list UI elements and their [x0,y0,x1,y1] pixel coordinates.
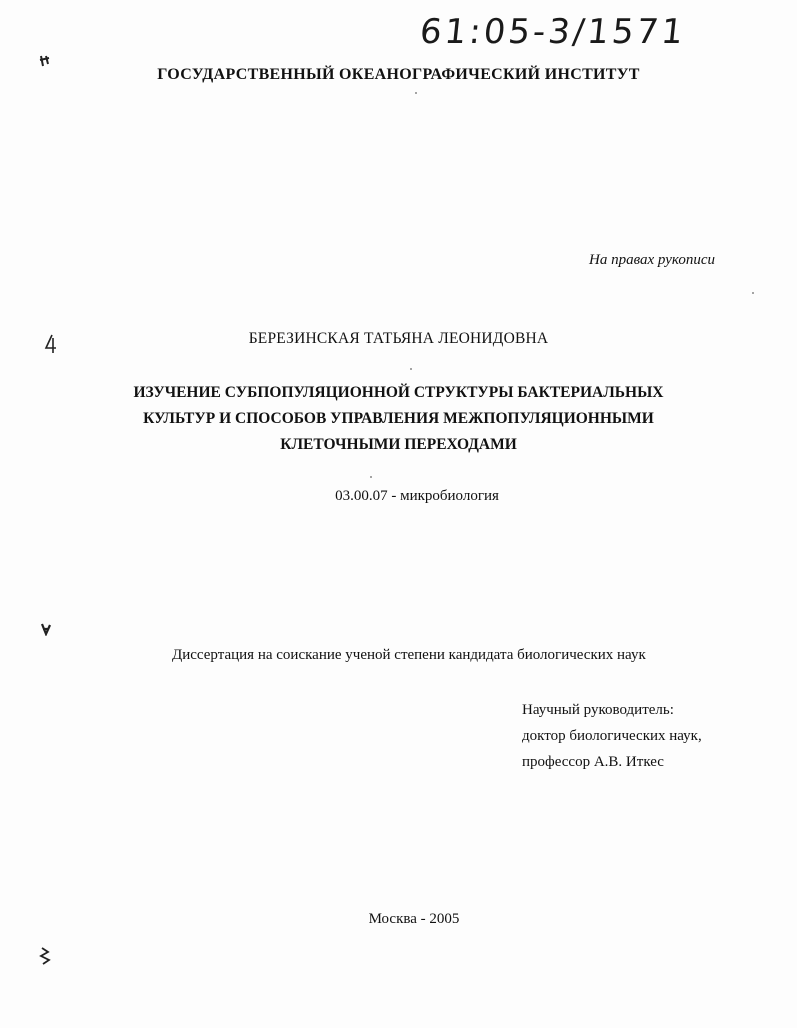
author-name: БЕРЕЗИНСКАЯ ТАТЬЯНА ЛЕОНИДОВНА [248,330,549,347]
institute-name: ГОСУДАРСТВЕННЫЙ ОКЕАНОГРАФИЧЕСКИЙ ИНСТИТУТ [157,66,640,83]
title-line: ИЗУЧЕНИЕ СУБПОПУЛЯЦИОННОЙ СТРУКТУРЫ БАКТЕРИАЛЬНЫХ [133,384,664,401]
scan-mark-icon [38,946,52,966]
title-line: КУЛЬТУР И СПОСОБОВ УПРАВЛЕНИЯ МЕЖПОПУЛЯЦИОННЫМИ [143,410,654,427]
scan-speck [415,92,417,94]
supervisor-block [522,697,702,775]
scan-mark-icon [38,54,52,68]
specialty-code: 03.00.07 - микробиология [335,488,499,504]
dissertation-note: Диссертация на соискание ученой степени кандидата биологических наук [172,647,646,663]
rights-note: На правах рукописи [589,252,715,268]
scan-mark-icon [40,622,52,636]
scan-speck [370,476,372,478]
supervisor-degree: доктор биологических наук, [522,728,702,744]
handwritten-archive-number: 61:05-3/1571 [417,12,688,52]
supervisor-label: Научный руководитель: [522,702,674,718]
scan-speck [752,292,754,294]
supervisor-name: профессор А.В. Иткес [522,754,664,770]
title-line: КЛЕТОЧНЫМИ ПЕРЕХОДАМИ [280,436,517,453]
place-year: Москва - 2005 [368,911,460,927]
dissertation-title [110,380,687,458]
scan-speck [410,368,412,370]
scan-mark-icon [44,334,58,354]
